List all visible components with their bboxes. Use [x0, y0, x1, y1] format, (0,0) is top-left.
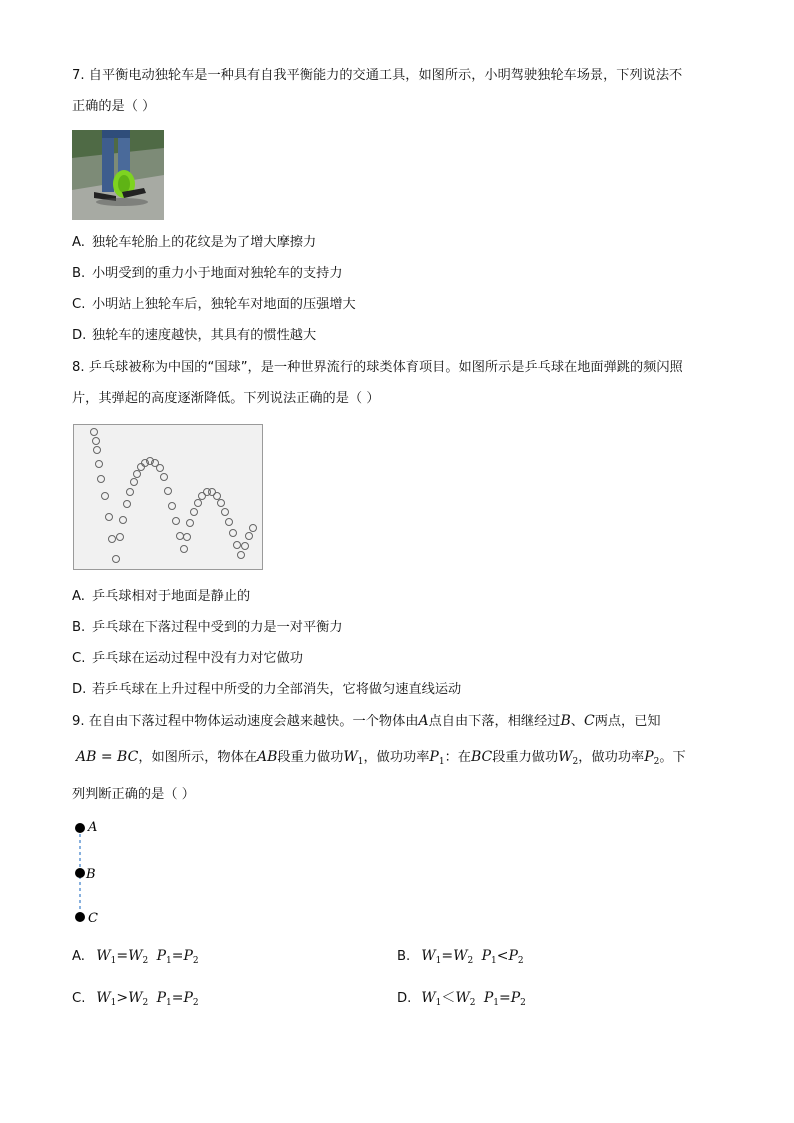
q9-p2-sym: P: [644, 749, 654, 765]
ball-image: [209, 489, 216, 496]
q7-option-a-letter: A.: [72, 235, 85, 250]
ball-image: [127, 489, 134, 496]
p-sym: P: [156, 990, 166, 1006]
q7-option-d: [72, 326, 316, 346]
q9-sep: 、: [570, 714, 584, 729]
q7-option-b-text: 小明受到的重力小于地面对独轮车的支持力: [92, 266, 343, 281]
q9-text-2c: ，做功功率: [363, 750, 430, 765]
q9-eq-ab: AB: [76, 749, 97, 765]
ball-image: [131, 479, 138, 486]
ball-image: [106, 514, 113, 521]
q9-text-2g: 。下: [659, 750, 686, 765]
q8-option-b-text: 乒乓球在下落过程中受到的力是一对平衡力: [92, 620, 343, 635]
q9-option-b-letter: B.: [397, 949, 411, 964]
ball-image: [120, 517, 127, 524]
q8-stem-line2: 片，其弹起的高度逐渐降低。下列说法正确的是（ ）: [72, 391, 380, 406]
q9-text-1a: 在自由下落过程中物体运动速度会越来越快。一个物体由: [88, 714, 419, 729]
w-sym: W: [128, 990, 143, 1006]
q7-option-c-text: 小明站上独轮车后，独轮车对地面的压强增大: [92, 297, 356, 312]
q9-seg-bc: BC: [470, 749, 493, 765]
ball-image: [230, 530, 237, 537]
q9-w2-sub: 2: [572, 757, 579, 767]
ball-image: [218, 500, 225, 507]
q9-number: 9.: [72, 714, 85, 729]
sub: 1: [110, 956, 117, 966]
q9-w2-sym: W: [558, 749, 573, 765]
ball-image: [94, 447, 101, 454]
p-sym: P: [483, 990, 494, 1006]
q9-option-c-letter: C.: [72, 991, 86, 1006]
q9-d-p-relation: =: [499, 990, 511, 1006]
sub: 2: [192, 956, 199, 966]
q9-option-b: [397, 946, 524, 971]
q8-option-b: [72, 618, 343, 638]
sub: 2: [142, 956, 149, 966]
sub: 1: [491, 956, 497, 966]
sub: 1: [435, 998, 442, 1008]
q9-w2: [558, 749, 578, 765]
q7-option-c: [72, 295, 356, 315]
free-fall-diagram: [70, 816, 130, 926]
sub: 1: [435, 956, 442, 966]
q9-b-w-relation: =: [441, 948, 454, 964]
q9-text-2a: ，如图所示，物体在: [138, 750, 257, 765]
q8-stem-line1: [72, 358, 683, 378]
q8-option-a: [72, 587, 250, 607]
q9-text-1c: 两点，已知: [594, 714, 661, 729]
ball-image: [124, 501, 131, 508]
ball-image: [187, 520, 194, 527]
q7-option-b: [72, 264, 343, 284]
q9-point-b: B: [560, 713, 571, 729]
q9-option-a: [72, 946, 199, 971]
q7-option-a-text: 独轮车轮胎上的花纹是为了增大摩擦力: [92, 235, 317, 250]
q7-stem-line1: [72, 66, 682, 86]
q8-option-b-letter: B.: [72, 620, 86, 635]
sub: 1: [493, 998, 499, 1008]
ball-image: [109, 536, 116, 543]
ball-image: [246, 533, 253, 540]
sub: 2: [192, 998, 199, 1008]
q9-seg-ab: AB: [257, 749, 278, 765]
q9-option-a-letter: A.: [72, 949, 85, 964]
q8-option-c: [72, 649, 303, 669]
q7-number: 7.: [72, 68, 85, 83]
q9-text-1b: 点自由下落，相继经过: [428, 714, 561, 729]
p-sym: P: [156, 948, 166, 964]
point-a-dot: [75, 823, 85, 833]
q8-option-c-letter: C.: [72, 651, 86, 666]
p-sym: P: [481, 948, 491, 964]
q9-a-p-relation: =: [171, 948, 184, 964]
ball-image: [242, 543, 249, 550]
q9-p2: [644, 749, 659, 765]
ball-image: [165, 488, 172, 495]
ball-image: [157, 465, 164, 472]
w-sym: W: [96, 990, 111, 1006]
q7-stem-text1: 自平衡电动独轮车是一种具有自我平衡能力的交通工具，如图所示，小明驾驶独轮车场景，下列说法不: [88, 68, 683, 83]
w-sym: W: [128, 948, 143, 964]
q8-option-d-text: 若乒乓球在上升过程中所受的力全部消失，它将做匀速直线运动: [92, 682, 462, 697]
q9-w1-sym: W: [343, 749, 358, 765]
q9-p1: [429, 749, 444, 765]
ping-pong-stroboscopic-photo: [73, 424, 263, 570]
q9-text-2b: 段重力做功: [277, 750, 344, 765]
sub: 1: [110, 998, 117, 1008]
q7-option-a: [72, 233, 316, 253]
q8-option-d: [72, 680, 461, 700]
w-sym: W: [453, 948, 468, 964]
q7-option-d-text: 独轮车的速度越快，其具有的惯性越大: [92, 328, 317, 343]
sub: 1: [166, 998, 172, 1008]
p-sym: P: [508, 948, 518, 964]
q9-eq-bc: BC: [117, 749, 139, 765]
ball-image: [184, 534, 191, 541]
unicycle-photo: [72, 130, 164, 220]
q9-text-2e: 段重力做功: [492, 750, 559, 765]
ball-image: [161, 474, 168, 481]
ball-image: [199, 493, 206, 500]
ball-image: [226, 519, 233, 526]
q9-text-2f: ，做功功率: [578, 750, 645, 765]
ball-image: [138, 464, 145, 471]
sub: 2: [467, 956, 474, 966]
q9-w1: [343, 749, 363, 765]
q9-stem-line2: [76, 747, 686, 772]
ball-image: [238, 552, 245, 559]
q7-option-d-letter: D.: [72, 328, 87, 343]
p-sym: P: [510, 990, 521, 1006]
sub: 1: [166, 956, 172, 966]
ball-image: [91, 429, 98, 436]
p-sym: P: [183, 990, 193, 1006]
q9-d-w-relation: ＜: [441, 990, 456, 1006]
ball-image: [195, 500, 202, 507]
q7-option-b-letter: B.: [72, 266, 86, 281]
q8-stem-text1: 乒乓球被称为中国的“国球”，是一种世界流行的球类体育项目。如图所示是乒乓球在地面弹跳的频闪照: [88, 360, 683, 375]
q9-p1-sym: P: [429, 749, 439, 765]
q9-eq-sign: =: [96, 749, 118, 765]
q9-option-d: [397, 988, 526, 1013]
q8-option-a-letter: A.: [72, 589, 85, 604]
q9-p2-sub: 2: [653, 757, 660, 767]
ball-image: [113, 556, 120, 563]
ball-image: [93, 438, 100, 445]
q8-option-c-text: 乒乓球在运动过程中没有力对它做功: [92, 651, 303, 666]
q9-a-w-relation: =: [116, 948, 129, 964]
sub: 2: [469, 998, 476, 1008]
ball-image: [102, 493, 109, 500]
ball-image: [98, 476, 105, 483]
q9-c-p-relation: =: [171, 990, 184, 1006]
q8-option-d-letter: D.: [72, 682, 87, 697]
q9-c-w-relation: >: [116, 990, 129, 1006]
ball-image: [250, 525, 257, 532]
ball-image: [96, 461, 103, 468]
q8-option-a-text: 乒乓球相对于地面是静止的: [92, 589, 251, 604]
ball-image: [191, 509, 198, 516]
q7-stem-line2: 正确的是（ ）: [72, 99, 156, 114]
w-sym: W: [96, 948, 111, 964]
q9-point-a: A: [418, 713, 429, 729]
ball-image: [173, 518, 180, 525]
w-sym: W: [421, 990, 436, 1006]
w-sym: W: [421, 948, 436, 964]
q9-option-c: [72, 988, 199, 1013]
label-c: C: [88, 911, 98, 926]
bouncing-balls-figure: [74, 425, 262, 569]
q9-stem-line3: 列判断正确的是（ ）: [72, 787, 195, 802]
sub: 2: [517, 956, 524, 966]
q9-text-2d: ：在: [444, 750, 471, 765]
ball-image: [177, 533, 184, 540]
point-c-dot: [75, 912, 85, 922]
ball-image: [134, 471, 141, 478]
ball-image: [169, 503, 176, 510]
q9-point-c: C: [583, 713, 595, 729]
ball-image: [214, 493, 221, 500]
label-a: A: [88, 820, 98, 835]
sub: 2: [142, 998, 149, 1008]
w-sym: W: [455, 990, 470, 1006]
ball-image: [234, 542, 241, 549]
q9-stem-line1: [72, 711, 661, 732]
q9-option-d-letter: D.: [397, 991, 412, 1006]
q8-number: 8.: [72, 360, 85, 375]
ball-image: [117, 534, 124, 541]
q9-w1-sub: 1: [357, 757, 364, 767]
point-b-dot: [75, 868, 85, 878]
p-sym: P: [183, 948, 193, 964]
label-b: B: [86, 867, 96, 882]
ball-image: [181, 546, 188, 553]
unicycle-illustration: [72, 130, 164, 220]
q9-b-p-relation: <: [496, 948, 509, 964]
sub: 2: [520, 998, 526, 1008]
q9-p1-sub: 1: [438, 757, 445, 767]
q7-option-c-letter: C.: [72, 297, 86, 312]
ball-image: [222, 509, 229, 516]
